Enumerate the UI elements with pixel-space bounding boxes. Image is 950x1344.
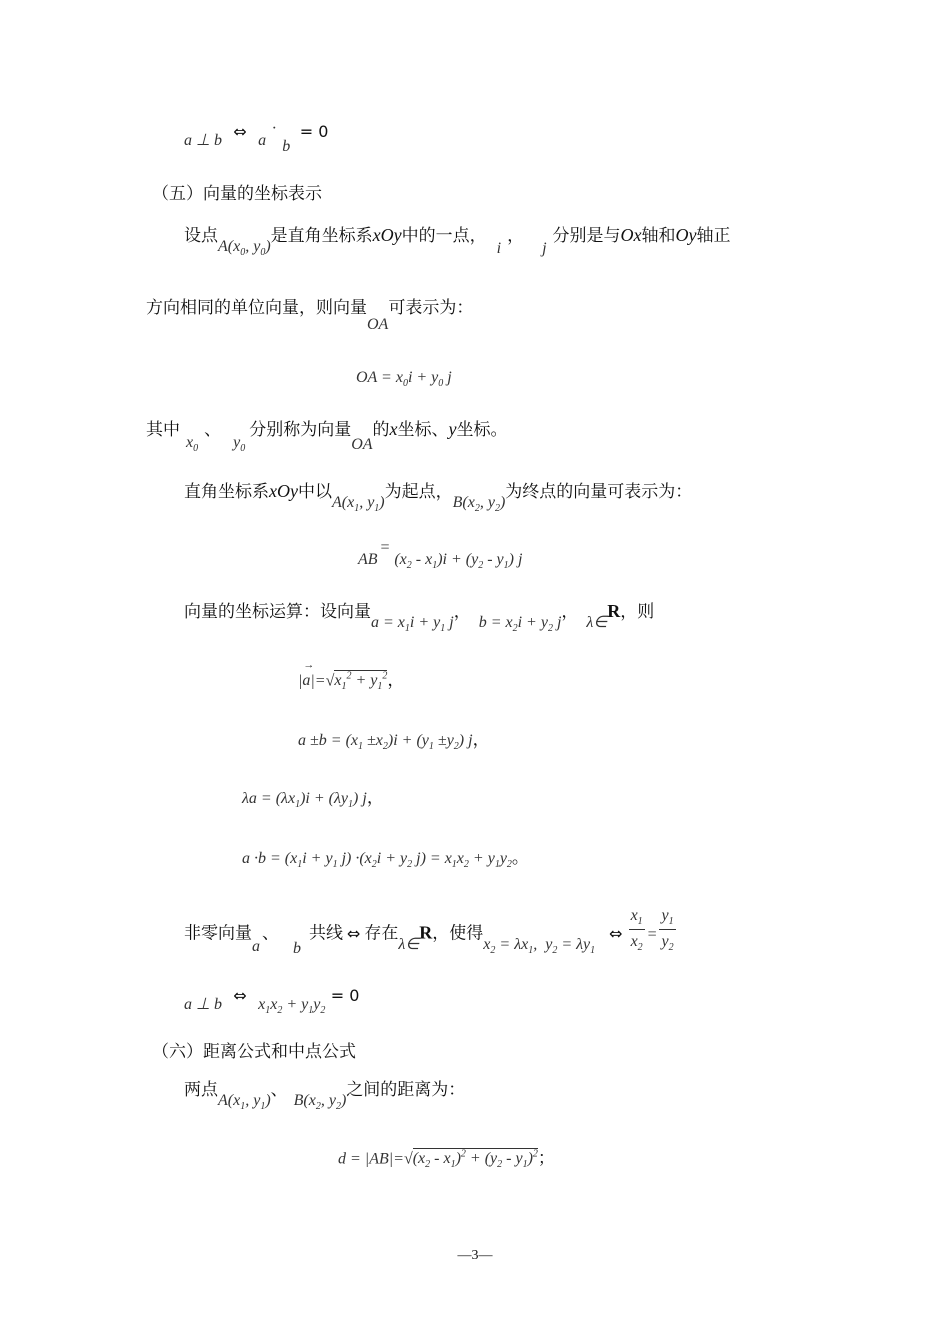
text: 共线 [309,923,343,944]
y-label: y [448,419,457,439]
section-heading-6: （六）距离公式和中点公式 [152,1042,356,1062]
point-A-x1-y1: $A(x_1$, $y_1$) [331,494,385,515]
text: 设点 [184,226,218,246]
x-label: x [389,419,398,439]
text: ，使得 [432,923,484,944]
point-A-x1-y1: $A(x_1$, $y_1$) [218,1092,271,1113]
text: 、 [262,923,279,944]
perp-dot-line [184,120,329,155]
paragraph-coordinates [146,419,508,455]
x0: $x_0$ [186,434,199,455]
text: ， [507,226,525,246]
text: 直角坐标系 [184,482,269,502]
text: ； [537,1148,555,1169]
formula-OA: OA = $x_0i + y_0$ j [356,369,452,390]
perp-coord-line [184,986,360,1017]
fraction-x1-x2: $\frac{x_1}{x_2}$ [630,907,643,954]
text: 之间的距离为： [346,1080,466,1100]
text: 坐标、 [397,420,449,440]
dot-symbol: · [271,120,277,137]
iff-symbol: ⇔ [347,923,361,943]
vector-a-def: $a = x_1i + y_1$ j [371,614,454,635]
formula-dot-product: $a \cdot b = (x_1i + y_1$ $j) \cdot(x_2i + y_2$ $j) = x_1x_2 + y_1y_2$。 [242,848,529,871]
text: 可表示为： [388,298,474,318]
vector-OA: OA [367,316,389,333]
vector-b: b [282,138,291,155]
formula-magnitude: |a → $|=√x_1^2 + y_1^2$， [298,659,405,693]
text: ，则 [620,602,655,622]
lambda-in: λ∈ [586,614,608,631]
text: 中的一点， [401,226,487,246]
section-heading-5: （五）向量的坐标表示 [152,184,322,204]
text: 为终点的向量可表示为： [505,482,693,502]
y0: $y_0$ [233,434,246,455]
paragraph-collinear: 非零向量a、b共线 ⇔ 存在λ∈R，使得$x_2 = \lambda x_1$, $y_2$ = $\lambda y_1\Leftrightarrow$ $\frac{x_1}{x_2}$ = $\frac{y_1}{y_2}$ [184,907,674,957]
formula-distance: $d = |AB|=√(x_2 - x_1)^2 + (y_2 - y_1)^2$； [338,1148,555,1171]
vector-b-def: $b = x_2i + y_2$ j [478,614,562,635]
iff-symbol: ⇔ [233,122,247,141]
text: ， [453,602,471,622]
page-number: —3— [457,1248,493,1263]
paragraph-unit-vectors [146,298,474,333]
text: 向量的坐标运算：设向量 [184,602,371,622]
text: 坐标。 [456,420,508,440]
text: 非零向量 [184,923,252,944]
vector-OA: OA [351,436,373,453]
formula-AB: $AB=(x_2 - x_1)i + (y_2 - y_1)$ j [358,539,523,572]
text: 分别是与 [552,226,621,246]
perp-expr: a ⊥ b [184,996,222,1013]
iff-symbol: ⇔ [609,923,623,943]
unit-vector-j: j [542,240,547,257]
text: 的 [372,420,390,440]
paragraph-ops [184,601,655,635]
paragraph-AB [184,481,693,515]
formula-sum-diff: $a \pm b = (x_1 \pm x_2)i + (y_1 \pm y_2)$ j， [298,730,490,753]
equals-zero: = 0 [330,986,360,1005]
point-B-x2-y2: $B(x_2$, $y_2$) [452,494,506,515]
unit-vector-i: i [496,240,502,257]
collinear-condition: $x_2 = \lambda x_1$, $y_2 = \lambda y_1$ [483,935,596,956]
paragraph-distance [184,1080,466,1113]
point-A-x0-y0: $A(x_0$, $y_0$) [218,238,271,259]
text: 是直角坐标系 [270,226,373,246]
text: 、 [270,1080,288,1100]
xOy: xOy [269,481,298,501]
text: 、 [204,420,222,440]
formula-scalar: $\lambda a = (\lambda x_1)i + (\lambda y_1)$ j， [242,788,384,811]
equals-zero: = 0 [299,122,329,141]
text: 。 [511,848,529,868]
text: ， [472,730,490,750]
text: ， [561,602,579,622]
iff-symbol: ⇔ [233,986,247,1005]
text: 分别称为向量 [249,420,352,440]
vector-a: a [252,937,260,955]
xOy: xOy [372,225,402,245]
paragraph-point-def [184,225,731,259]
fraction-y1-y2: $\frac{y_1}{y_2}$ [661,907,674,954]
text: 中以 [297,482,332,502]
x1x2-plus-y1y2: $x_1x_2 + y_1y_2$ [258,996,326,1017]
text: ， [366,788,384,808]
text: 存在 [364,923,399,944]
perp-expr: a ⊥ b [184,132,222,149]
vector-b: b [293,939,301,957]
vector-a: a [258,132,267,149]
text: ， [387,670,405,691]
real-numbers: R [607,601,621,621]
text: 轴正 [696,226,731,246]
text: 方向相同的单位向量，则向量 [146,298,367,318]
real-numbers: R [419,922,433,943]
lambda-in: λ∈ [398,935,420,953]
point-B-x2-y2: $B(x_2$, $y_2$) [293,1092,347,1113]
Ox: Ox [620,225,642,245]
text: 轴和 [641,226,676,246]
text: 两点 [184,1080,218,1100]
text: 为起点， [384,482,453,502]
text: 其中 [146,420,180,440]
Oy: Oy [675,225,697,245]
